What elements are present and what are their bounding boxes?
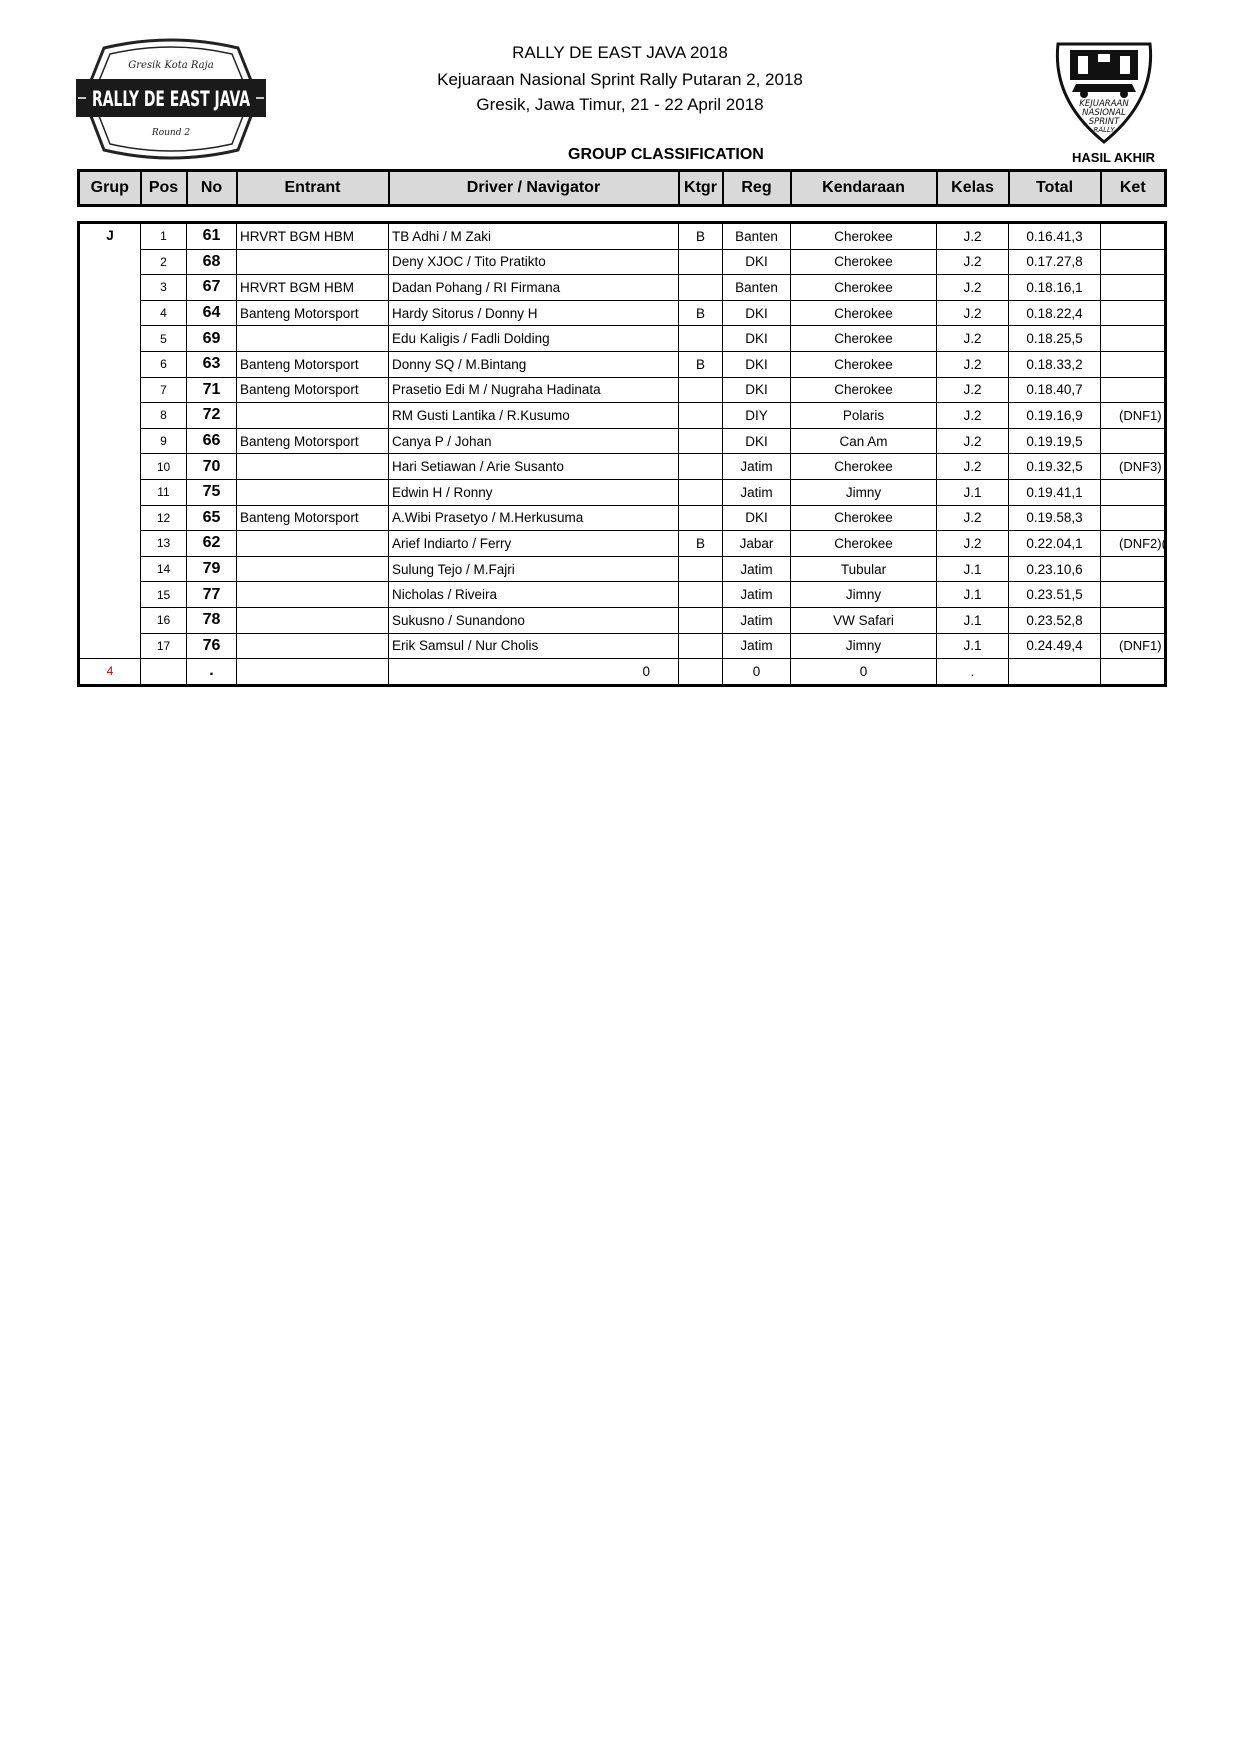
cell-ktgr xyxy=(679,556,723,582)
cell-driver: TB Adhi / M Zaki xyxy=(389,223,679,250)
table-footer-row xyxy=(79,659,1166,686)
cell-no: 72 xyxy=(187,403,237,429)
cell-no: 63 xyxy=(187,351,237,377)
cell-reg: DKI xyxy=(723,505,791,531)
cell-total: 0.18.33,2 xyxy=(1009,351,1101,377)
cell-driver: Edu Kaligis / Fadli Dolding xyxy=(389,326,679,352)
venue-date-line: Gresik, Jawa Timur, 21 - 22 April 2018 xyxy=(476,95,764,114)
cell-entrant: Banteng Motorsport xyxy=(237,428,389,454)
cell-entrant xyxy=(237,531,389,557)
cell-pos: 4 xyxy=(141,300,187,326)
cell-kelas: J.2 xyxy=(937,428,1009,454)
cell-reg: DKI xyxy=(723,326,791,352)
logo-right-line2: NASIONAL xyxy=(1082,108,1126,118)
cell-ktgr xyxy=(679,633,723,659)
cell-entrant xyxy=(237,454,389,480)
logo-right-line1: KEJUARAAN xyxy=(1079,99,1129,109)
cell-kendaraan: Cherokee xyxy=(791,454,937,480)
cell-entrant xyxy=(237,249,389,275)
cell-ket xyxy=(1101,300,1166,326)
cell-driver: Nicholas / Riveira xyxy=(389,582,679,608)
cell-pos: 16 xyxy=(141,607,187,633)
col-header-total: Total xyxy=(1009,171,1101,206)
logo-left-script-bottom: Round 2 xyxy=(151,128,191,138)
cell-pos: 14 xyxy=(141,556,187,582)
table-row xyxy=(79,351,1166,377)
cell-kelas: J.2 xyxy=(937,249,1009,275)
table-row xyxy=(79,607,1166,633)
cell-reg: DKI xyxy=(723,428,791,454)
cell-pos: 13 xyxy=(141,531,187,557)
cell-reg: DIY xyxy=(723,403,791,429)
col-header-no: No xyxy=(187,171,237,206)
cell-total: 0.18.40,7 xyxy=(1009,377,1101,403)
cell-reg: Jatim xyxy=(723,454,791,480)
cell-total: 0.19.58,3 xyxy=(1009,505,1101,531)
cell-kendaraan: Can Am xyxy=(791,428,937,454)
footer-cell-pos xyxy=(141,659,187,686)
col-header-reg: Reg xyxy=(723,171,791,206)
cell-driver: Deny XJOC / Tito Pratikto xyxy=(389,249,679,275)
cell-pos: 15 xyxy=(141,582,187,608)
cell-driver: Erik Samsul / Nur Cholis xyxy=(389,633,679,659)
cell-entrant xyxy=(237,582,389,608)
footer-cell-ktgr xyxy=(679,659,723,686)
cell-driver: Arief Indiarto / Ferry xyxy=(389,531,679,557)
col-header-ket: Ket xyxy=(1101,171,1166,206)
logo-right-line4: RALLY xyxy=(1093,126,1115,134)
cell-driver: RM Gusti Lantika / R.Kusumo xyxy=(389,403,679,429)
cell-entrant: Banteng Motorsport xyxy=(237,505,389,531)
footer-cell-ket xyxy=(1101,659,1166,686)
col-header-grup: Grup xyxy=(79,171,141,206)
cell-reg: Jabar xyxy=(723,531,791,557)
cell-kelas: J.1 xyxy=(937,607,1009,633)
cell-kelas: J.2 xyxy=(937,531,1009,557)
cell-ket xyxy=(1101,505,1166,531)
cell-no: 64 xyxy=(187,300,237,326)
col-header-ktgr: Ktgr xyxy=(679,171,723,206)
cell-no: 66 xyxy=(187,428,237,454)
cell-kelas: J.1 xyxy=(937,556,1009,582)
logo-left-script-top: Gresik Kota Raja xyxy=(128,60,214,71)
cell-kelas: J.2 xyxy=(937,403,1009,429)
cell-reg: Jatim xyxy=(723,556,791,582)
footer-cell-driver: 0 xyxy=(389,659,679,686)
cell-ktgr xyxy=(679,505,723,531)
cell-ktgr xyxy=(679,428,723,454)
cell-total: 0.18.16,1 xyxy=(1009,275,1101,301)
cell-kendaraan: Cherokee xyxy=(791,300,937,326)
cell-total: 0.23.51,5 xyxy=(1009,582,1101,608)
cell-ktgr xyxy=(679,249,723,275)
cell-ktgr: B xyxy=(679,300,723,326)
cell-total: 0.19.41,1 xyxy=(1009,479,1101,505)
cell-ket xyxy=(1101,223,1166,250)
cell-reg: Banten xyxy=(723,223,791,250)
cell-reg: Banten xyxy=(723,275,791,301)
cell-kelas: J.2 xyxy=(937,505,1009,531)
cell-entrant xyxy=(237,479,389,505)
cell-kelas: J.1 xyxy=(937,479,1009,505)
cell-total: 0.19.32,5 xyxy=(1009,454,1101,480)
cell-kelas: J.2 xyxy=(937,454,1009,480)
table-row xyxy=(79,300,1166,326)
cell-kelas: J.2 xyxy=(937,275,1009,301)
col-header-driver: Driver / Navigator xyxy=(389,171,679,206)
cell-no: 79 xyxy=(187,556,237,582)
footer-cell-total xyxy=(1009,659,1101,686)
cell-pos: 9 xyxy=(141,428,187,454)
cell-no: 67 xyxy=(187,275,237,301)
cell-total: 0.18.25,5 xyxy=(1009,326,1101,352)
col-header-entrant: Entrant xyxy=(237,171,389,206)
cell-driver: Sulung Tejo / M.Fajri xyxy=(389,556,679,582)
cell-ket xyxy=(1101,479,1166,505)
cell-ktgr xyxy=(679,377,723,403)
footer-cell-entrant xyxy=(237,659,389,686)
cell-total: 0.17.27,8 xyxy=(1009,249,1101,275)
cell-driver: Sukusno / Sunandono xyxy=(389,607,679,633)
cell-ket: (DNF2)( xyxy=(1101,531,1166,557)
cell-kendaraan: Cherokee xyxy=(791,223,937,250)
cell-entrant: HRVRT BGM HBM xyxy=(237,275,389,301)
cell-kendaraan: Jimny xyxy=(791,479,937,505)
cell-no: 61 xyxy=(187,223,237,250)
cell-no: 69 xyxy=(187,326,237,352)
cell-pos: 1 xyxy=(141,223,187,250)
cell-ket xyxy=(1101,249,1166,275)
cell-group: J xyxy=(79,223,141,659)
cell-ktgr xyxy=(679,607,723,633)
cell-ktgr xyxy=(679,403,723,429)
cell-kendaraan: Cherokee xyxy=(791,351,937,377)
footer-cell-reg: 0 xyxy=(723,659,791,686)
cell-kendaraan: Cherokee xyxy=(791,275,937,301)
table-row xyxy=(79,403,1166,429)
event-title: RALLY DE EAST JAVA 2018 xyxy=(512,43,728,62)
cell-pos: 3 xyxy=(141,275,187,301)
cell-pos: 11 xyxy=(141,479,187,505)
cell-kelas: J.2 xyxy=(937,223,1009,250)
cell-entrant: Banteng Motorsport xyxy=(237,351,389,377)
cell-entrant: Banteng Motorsport xyxy=(237,300,389,326)
cell-entrant xyxy=(237,556,389,582)
cell-ket xyxy=(1101,607,1166,633)
cell-entrant xyxy=(237,326,389,352)
cell-kelas: J.1 xyxy=(937,582,1009,608)
cell-ket xyxy=(1101,326,1166,352)
cell-no: 78 xyxy=(187,607,237,633)
cell-total: 0.16.41,3 xyxy=(1009,223,1101,250)
cell-ktgr xyxy=(679,582,723,608)
cell-kelas: J.2 xyxy=(937,326,1009,352)
cell-kelas: J.2 xyxy=(937,351,1009,377)
col-header-pos: Pos xyxy=(141,171,187,206)
table-row xyxy=(79,505,1166,531)
cell-total: 0.24.49,4 xyxy=(1009,633,1101,659)
footer-cell-kendaraan: 0 xyxy=(791,659,937,686)
cell-driver: Dadan Pohang / RI Firmana xyxy=(389,275,679,301)
cell-pos: 2 xyxy=(141,249,187,275)
footer-cell-no: . xyxy=(187,659,237,686)
cell-driver: Canya P / Johan xyxy=(389,428,679,454)
cell-ktgr xyxy=(679,326,723,352)
cell-no: 70 xyxy=(187,454,237,480)
cell-entrant xyxy=(237,633,389,659)
cell-no: 77 xyxy=(187,582,237,608)
cell-ket: (DNF1) xyxy=(1101,633,1166,659)
table-row xyxy=(79,275,1166,301)
table-row xyxy=(79,454,1166,480)
cell-ket xyxy=(1101,428,1166,454)
cell-reg: Jatim xyxy=(723,607,791,633)
cell-kelas: J.2 xyxy=(937,377,1009,403)
table-row xyxy=(79,633,1166,659)
cell-ket: (DNF3) xyxy=(1101,454,1166,480)
cell-kendaraan: Cherokee xyxy=(791,326,937,352)
cell-driver: Hari Setiawan / Arie Susanto xyxy=(389,454,679,480)
cell-ktgr: B xyxy=(679,223,723,250)
cell-ket: (DNF1) xyxy=(1101,403,1166,429)
table-row xyxy=(79,428,1166,454)
cell-kelas: J.1 xyxy=(937,633,1009,659)
cell-total: 0.18.22,4 xyxy=(1009,300,1101,326)
cell-ket xyxy=(1101,275,1166,301)
cell-kendaraan: Cherokee xyxy=(791,249,937,275)
cell-total: 0.19.19,5 xyxy=(1009,428,1101,454)
table-row xyxy=(79,326,1166,352)
cell-ktgr xyxy=(679,479,723,505)
cell-pos: 8 xyxy=(141,403,187,429)
cell-total: 0.19.16,9 xyxy=(1009,403,1101,429)
cell-kendaraan: Polaris xyxy=(791,403,937,429)
classification-header xyxy=(77,169,1167,207)
cell-ket xyxy=(1101,377,1166,403)
logo-right-line3: SPRINT xyxy=(1088,117,1120,127)
cell-ktgr: B xyxy=(679,351,723,377)
col-header-kelas: Kelas xyxy=(937,171,1009,206)
cell-kendaraan: Jimny xyxy=(791,633,937,659)
cell-no: 71 xyxy=(187,377,237,403)
cell-no: 76 xyxy=(187,633,237,659)
cell-pos: 7 xyxy=(141,377,187,403)
cell-ktgr: B xyxy=(679,531,723,557)
section-title: GROUP CLASSIFICATION xyxy=(568,146,764,163)
cell-no: 65 xyxy=(187,505,237,531)
cell-entrant xyxy=(237,607,389,633)
cell-ktgr xyxy=(679,454,723,480)
cell-kendaraan: Cherokee xyxy=(791,505,937,531)
cell-reg: Jatim xyxy=(723,479,791,505)
cell-no: 62 xyxy=(187,531,237,557)
cell-reg: DKI xyxy=(723,377,791,403)
table-row xyxy=(79,582,1166,608)
cell-reg: Jatim xyxy=(723,633,791,659)
table-row xyxy=(79,531,1166,557)
cell-ket xyxy=(1101,351,1166,377)
cell-entrant: HRVRT BGM HBM xyxy=(237,223,389,250)
cell-total: 0.23.10,6 xyxy=(1009,556,1101,582)
cell-ket xyxy=(1101,582,1166,608)
table-row xyxy=(79,479,1166,505)
footer-cell-grup: 4 xyxy=(79,659,141,686)
table-row xyxy=(79,377,1166,403)
footer-cell-kelas: . xyxy=(937,659,1009,686)
cell-pos: 17 xyxy=(141,633,187,659)
cell-ktgr xyxy=(679,275,723,301)
cell-kendaraan: VW Safari xyxy=(791,607,937,633)
logo-left-main-text: RALLY DE EAST JAVA xyxy=(92,87,251,111)
cell-pos: 5 xyxy=(141,326,187,352)
cell-kendaraan: Jimny xyxy=(791,582,937,608)
table-row xyxy=(79,556,1166,582)
cell-driver: A.Wibi Prasetyo / M.Herkusuma xyxy=(389,505,679,531)
cell-total: 0.22.04,1 xyxy=(1009,531,1101,557)
table-row xyxy=(79,249,1166,275)
cell-reg: DKI xyxy=(723,249,791,275)
cell-pos: 10 xyxy=(141,454,187,480)
cell-no: 68 xyxy=(187,249,237,275)
cell-kendaraan: Tubular xyxy=(791,556,937,582)
cell-pos: 12 xyxy=(141,505,187,531)
cell-kelas: J.2 xyxy=(937,300,1009,326)
cell-reg: Jatim xyxy=(723,582,791,608)
cell-no: 75 xyxy=(187,479,237,505)
cell-ket xyxy=(1101,556,1166,582)
cell-total: 0.23.52,8 xyxy=(1009,607,1101,633)
cell-driver: Donny SQ / M.Bintang xyxy=(389,351,679,377)
classification-table xyxy=(77,221,1167,687)
col-header-kendaraan: Kendaraan xyxy=(791,171,937,206)
cell-driver: Prasetio Edi M / Nugraha Hadinata xyxy=(389,377,679,403)
result-status-label: HASIL AKHIR xyxy=(1072,150,1156,165)
cell-kendaraan: Cherokee xyxy=(791,377,937,403)
cell-driver: Edwin H / Ronny xyxy=(389,479,679,505)
cell-kendaraan: Cherokee xyxy=(791,531,937,557)
cell-entrant: Banteng Motorsport xyxy=(237,377,389,403)
cell-reg: DKI xyxy=(723,351,791,377)
table-row xyxy=(79,223,1166,250)
cell-driver: Hardy Sitorus / Donny H xyxy=(389,300,679,326)
championship-subtitle: Kejuaraan Nasional Sprint Rally Putaran 2, 2018 xyxy=(437,70,803,89)
cell-entrant xyxy=(237,403,389,429)
cell-reg: DKI xyxy=(723,300,791,326)
cell-pos: 6 xyxy=(141,351,187,377)
